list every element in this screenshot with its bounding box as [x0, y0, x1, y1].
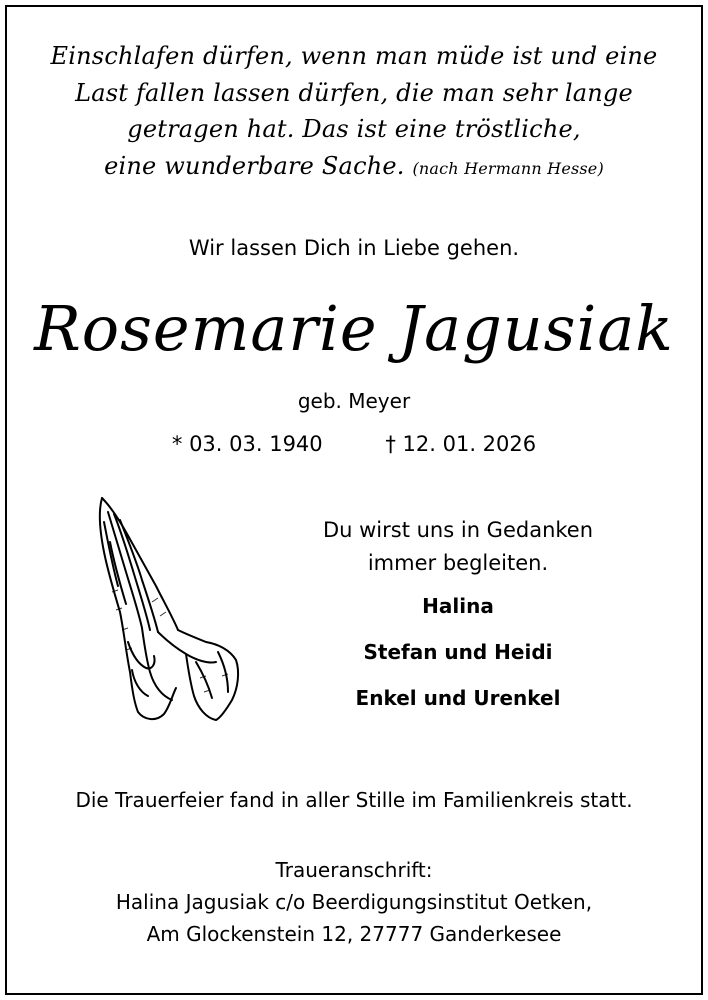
mourner-name: Halina [422, 594, 494, 618]
deceased-name: Rosemarie Jagusiak [34, 292, 674, 365]
maiden-name: geb. Meyer [297, 389, 411, 413]
life-dates [0, 432, 708, 456]
poem-attribution: (nach Hermann Hesse) [412, 158, 604, 178]
poem-line-last [0, 148, 708, 188]
birth-date: * 03. 03. 1940 [171, 432, 323, 456]
address-line: Am Glockenstein 12, 27777 Ganderkesee [146, 922, 562, 946]
poem-line: eine wunderbare Sache. [104, 151, 405, 180]
mourning-address [0, 854, 708, 950]
address-line: Halina Jagusiak c/o Beerdigungsinstitut Oetken, [115, 890, 593, 914]
mourner-name: Enkel und Urenkel [355, 686, 561, 710]
address-heading: Traueranschrift: [275, 858, 433, 882]
message-line: Du wirst uns in Gedanken [322, 518, 594, 542]
lead-text: Wir lassen Dich in Liebe gehen. [188, 236, 520, 260]
poem-line: Last fallen lassen dürfen, die man sehr lange [75, 78, 633, 107]
message [288, 514, 628, 580]
message-line: immer begleiten. [367, 551, 549, 575]
poem-line: Einschlafen dürfen, wenn man müde ist und eine [50, 42, 658, 70]
ceremony-note: Die Trauerfeier fand in aller Stille im Familienkreis statt. [75, 788, 633, 812]
death-date: † 12. 01. 2026 [385, 432, 537, 456]
mourner-name: Stefan und Heidi [363, 640, 553, 664]
praying-hands-icon [92, 492, 242, 724]
poem [0, 38, 708, 187]
poem-line: getragen hat. Das ist eine tröstliche, [127, 115, 581, 143]
